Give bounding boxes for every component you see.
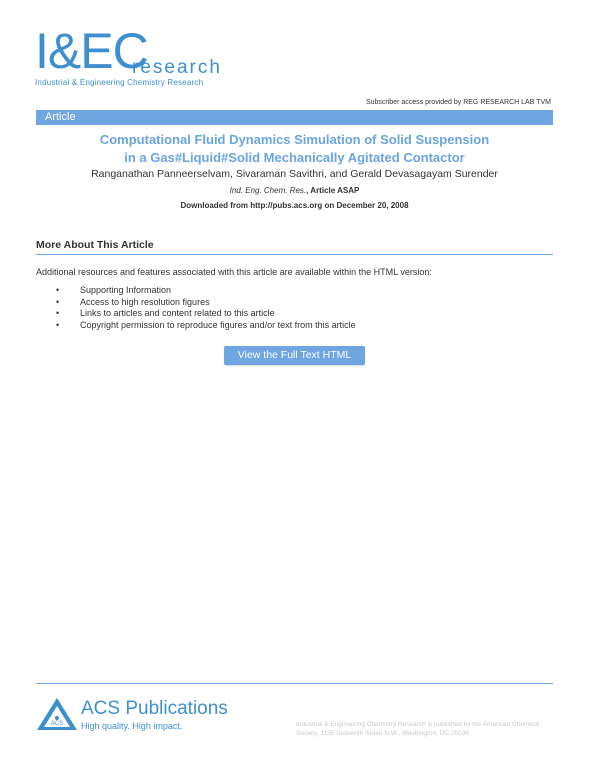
article-status: , Article ASAP	[306, 186, 360, 195]
acs-tagline: High quality. High impact.	[81, 721, 183, 731]
journal-name: Ind. Eng. Chem. Res.	[229, 186, 307, 195]
article-type-label: Article	[45, 111, 76, 123]
footer-divider	[36, 683, 553, 684]
download-notice: Downloaded from http://pubs.acs.org on December 20, 2008	[180, 201, 409, 210]
journal-citation	[36, 186, 553, 195]
journal-logo-subtitle: Industrial & Engineering Chemistry Research	[35, 78, 204, 87]
bullet-icon: •	[56, 308, 60, 318]
bullet-icon: •	[56, 296, 60, 307]
section-heading: More About This Article	[36, 239, 154, 251]
list-item	[36, 297, 356, 309]
bullet-icon: •	[56, 285, 60, 295]
view-full-text-html-button[interactable]: View the Full Text HTML	[224, 346, 365, 365]
article-type-bar	[36, 110, 553, 125]
publisher-note: Industrial & Engineering Chemistry Research is published by the American Chemical Society. 1155 Sixteenth Street N.W., Washington, DC 20036	[296, 721, 540, 737]
journal-logo-research: research	[132, 57, 222, 78]
list-item-label: Access to high resolution figures	[80, 296, 210, 307]
acs-logo-icon	[36, 697, 78, 731]
journal-logo: I&EC	[35, 23, 148, 79]
article-title-line2: in a Gas#Liquid#Solid Mechanically Agitated Contactor	[124, 150, 465, 165]
list-item	[36, 320, 356, 332]
section-divider	[36, 254, 553, 255]
subscriber-access-line: Subscriber access provided by REG RESEARCH LAB TVM	[365, 99, 551, 106]
article-title-line1: Computational Fluid Dynamics Simulation of Solid Suspension	[99, 132, 490, 147]
acs-publications-label: ACS Publications	[81, 698, 228, 719]
feature-list	[36, 285, 356, 331]
article-authors: Ranganathan Panneerselvam, Sivaraman Savithri, and Gerald Devasagayam Surender	[91, 168, 498, 180]
section-intro: Additional resources and features associated with this article are available within the HTML version:	[36, 267, 432, 277]
list-item	[36, 308, 356, 320]
acs-logo-text: ACS	[50, 721, 64, 727]
list-item	[36, 285, 356, 297]
bullet-icon: •	[56, 319, 60, 330]
list-item-label: Copyright permission to reproduce figures and/or text from this article	[80, 319, 356, 330]
article-title	[36, 131, 553, 167]
list-item-label: Supporting Information	[80, 285, 172, 295]
list-item-label: Links to articles and content related to this article	[80, 308, 275, 318]
